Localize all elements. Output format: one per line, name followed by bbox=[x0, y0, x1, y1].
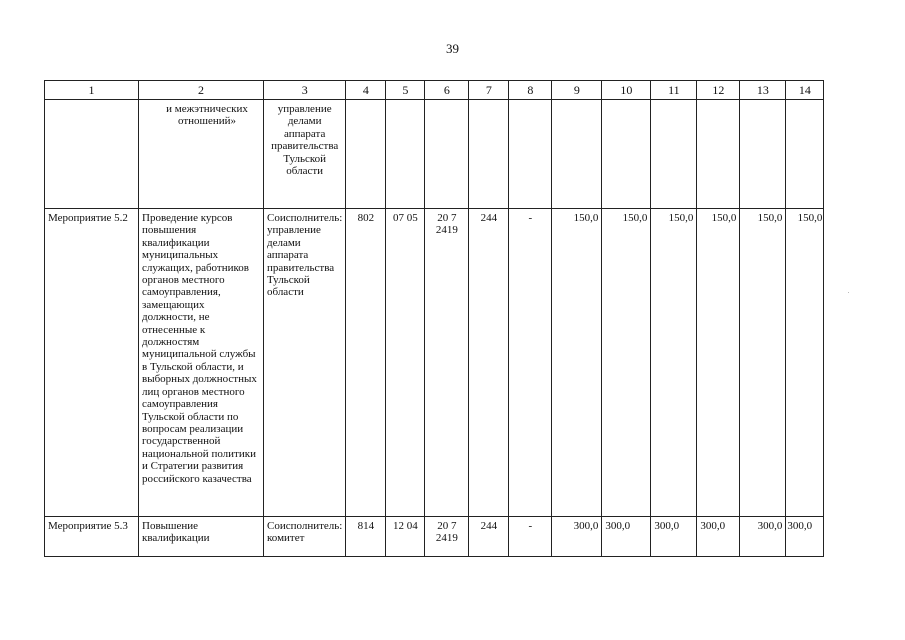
table-cell bbox=[346, 100, 386, 209]
table-cell bbox=[786, 100, 824, 209]
event-id-cell bbox=[45, 100, 139, 209]
header-cell: 2 bbox=[139, 81, 264, 100]
header-cell: 10 bbox=[602, 81, 651, 100]
header-cell: 14 bbox=[786, 81, 824, 100]
table-row bbox=[45, 100, 824, 209]
amount-cell: 150,0 bbox=[552, 209, 602, 517]
kbk-code-cell: 20 7 2419 bbox=[425, 517, 469, 557]
header-cell: 9 bbox=[552, 81, 602, 100]
table-cell bbox=[386, 100, 425, 209]
header-cell: 7 bbox=[469, 81, 509, 100]
kbk-code-cell: 20 7 2419 bbox=[425, 209, 469, 517]
event-id-cell: Мероприятие 5.2 bbox=[45, 209, 139, 517]
event-id-cell: Мероприятие 5.3 bbox=[45, 517, 139, 557]
amount-cell: 300,0 bbox=[602, 517, 651, 557]
table-cell bbox=[697, 100, 740, 209]
budget-table bbox=[44, 80, 824, 557]
executor-cell: Соисполнитель: комитет bbox=[264, 517, 346, 557]
amount-cell: 300,0 bbox=[552, 517, 602, 557]
amount-cell: 300,0 bbox=[697, 517, 740, 557]
amount-cell: 300,0 bbox=[740, 517, 786, 557]
amount-cell: 150,0 bbox=[651, 209, 697, 517]
amount-cell: 150,0 bbox=[786, 209, 824, 517]
event-name-cell: Повышение квалификации bbox=[139, 517, 264, 557]
executor-cell: Соисполнитель: управление делами аппарата правительства Тульской области bbox=[264, 209, 346, 517]
executor-cell: управление делами аппарата правительства Тульской области bbox=[264, 100, 346, 209]
table-cell: - bbox=[509, 209, 552, 517]
header-cell: 11 bbox=[651, 81, 697, 100]
event-name-cell: и межэтнических отношений» bbox=[139, 100, 264, 209]
header-cell: 3 bbox=[264, 81, 346, 100]
table-cell bbox=[509, 100, 552, 209]
table-cell bbox=[469, 100, 509, 209]
header-cell: 6 bbox=[425, 81, 469, 100]
table-cell bbox=[552, 100, 602, 209]
page-number: 39 bbox=[446, 41, 459, 56]
header-row bbox=[45, 81, 824, 100]
amount-cell: 300,0 bbox=[786, 517, 824, 557]
header-cell: 1 bbox=[45, 81, 139, 100]
scan-speck bbox=[848, 292, 849, 293]
table-row bbox=[45, 209, 824, 517]
table-row bbox=[45, 517, 824, 557]
amount-cell: 150,0 bbox=[697, 209, 740, 517]
amount-cell: 300,0 bbox=[651, 517, 697, 557]
amount-cell: 150,0 bbox=[602, 209, 651, 517]
table-cell bbox=[425, 100, 469, 209]
event-name-cell: Проведение курсов повышения квалификации муниципальных служащих, работников органов местного самоуправления, замещающих должности, не отнесенные к должностям муниципальной службы в Тульской области, и выборных должностных лиц органов местного самоуправления Тульской области по вопросам реализации государственной национальной политики и Стратегии развития российского казачества bbox=[139, 209, 264, 517]
table-cell bbox=[651, 100, 697, 209]
table-cell bbox=[740, 100, 786, 209]
amount-cell: 150,0 bbox=[740, 209, 786, 517]
header-cell: 8 bbox=[509, 81, 552, 100]
kbk-code-cell: 244 bbox=[469, 209, 509, 517]
header-cell: 12 bbox=[697, 81, 740, 100]
table-cell: - bbox=[509, 517, 552, 557]
header-cell: 5 bbox=[386, 81, 425, 100]
header-cell: 4 bbox=[346, 81, 386, 100]
kbk-code-cell: 07 05 bbox=[386, 209, 425, 517]
kbk-code-cell: 802 bbox=[346, 209, 386, 517]
kbk-code-cell: 244 bbox=[469, 517, 509, 557]
kbk-code-cell: 814 bbox=[346, 517, 386, 557]
header-cell: 13 bbox=[740, 81, 786, 100]
kbk-code-cell: 12 04 bbox=[386, 517, 425, 557]
table-cell bbox=[602, 100, 651, 209]
